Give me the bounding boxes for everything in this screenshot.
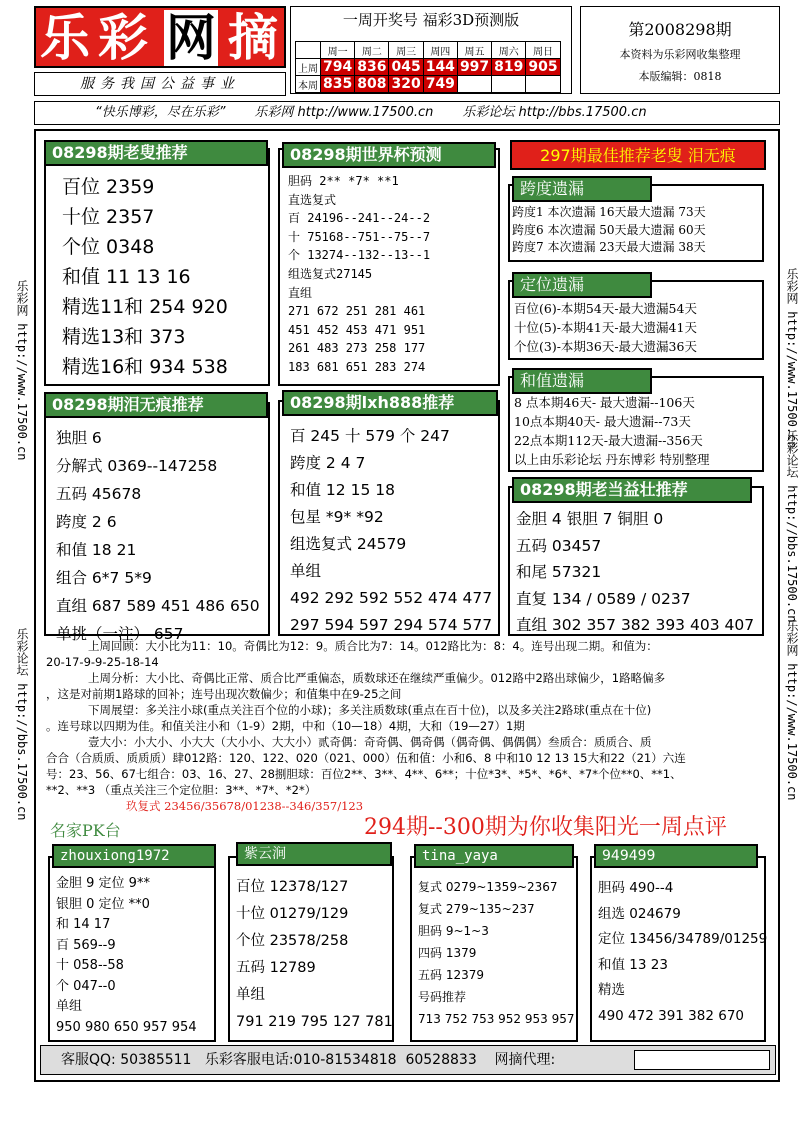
laosou-line: 精选13和 373 [62,326,186,348]
draw-number-empty [492,76,526,93]
source-note: 本资料为乐彩网收集整理 [619,48,741,61]
laosou-line: 个位 0348 [62,236,155,258]
panel-sum-body [514,393,709,469]
laodang-line: 五码 03457 [516,536,602,555]
draw-title: 一周开奖号 福彩3D预测版 [342,11,520,29]
sum-note: 以上由乐彩论坛 丹东博彩 特别整理 [514,452,710,467]
sum-line: 10点本期40天- 最大遗漏--73天 [514,414,691,429]
logo-char: 摘 [228,9,278,67]
editor-note: 本版编辑：0818 [638,70,722,83]
motto: 服务我国公益事业 [34,72,286,96]
draw-number: 808 [355,76,389,93]
position-line: 个位(3)-本期36天-最大遗漏36天 [514,339,697,354]
agent-input-box [634,1050,770,1070]
issue-info [580,6,780,94]
laosou-line: 精选16和 934 538 [62,356,228,378]
pk-line: 四码 1379 [418,946,477,960]
pk-line: 胆码 490--4 [598,880,674,896]
analysis-line: **2、**3 （重点关注三个定位胆：3**、*7*、*2*） [46,783,317,797]
pk-line: 和 14 17 [56,917,111,932]
worldcup-line: 个 13274--132--13--1 [288,248,431,263]
worldcup-line: 261 483 273 258 177 [288,341,426,356]
pk-line: 组选 024679 [598,905,681,922]
logo-char: 乐 [40,9,90,67]
pk-line: 五码 12789 [236,960,316,976]
analysis-line: 上周回顾：大小比为11：10。奇偶比为12：9。质合比为7：14。012路比为：8：4。连号出现二期。和值为： [88,639,658,653]
pk-col-4-body [598,876,767,1029]
day-header: 周日 [526,42,560,59]
pk-line: 个位 23578/258 [236,933,349,949]
span-line: 跨度6 本次遗漏 50天最大遗漏 60天 [512,222,706,237]
pk-line: 精选 [598,982,625,998]
day-header: 周四 [423,42,457,59]
draw-number: 794 [321,59,355,76]
pk-line: 复式 0279~1359~2367 [418,880,558,894]
footer-contact: 客服QQ: 50385511 乐彩客服电话:010-81534818 60528833 网摘代理: [40,1045,776,1075]
panel-worldcup-title: 08298期世界杯预测 [282,142,496,168]
worldcup-line: 胆码 2** *7* **1 [288,174,399,188]
analysis-line-fushi: 玖复式 23456/35678/01238--346/357/123 [126,799,364,813]
lxh-line: 跨度 2 4 7 [290,454,366,472]
laosou-line: 精选11和 254 920 [62,296,228,318]
laosou-line: 百位 2359 [62,176,155,198]
leiwuhen-line: 独胆 6 [56,429,102,447]
lxh-line: 百 245 十 579 个 247 [290,427,450,445]
day-header: 周二 [355,42,389,59]
worldcup-line: 直选复式 [288,192,337,207]
pk-line: 号码推荐 [418,990,467,1004]
lxh-line: 组选复式 24579 [290,535,407,553]
leiwuhen-line: 直组 687 589 451 486 650 [56,597,260,615]
lxh-line: 297 594 597 294 574 577 [290,616,493,634]
laodang-line: 直复 134 / 0589 / 0237 [516,589,691,608]
position-line: 百位(6)-本期54天-最大遗漏54天 [514,301,697,316]
laosou-line: 和值 11 13 16 [62,266,191,288]
analysis-line: 上周分析：大小比、奇偶比正常、质合比严重偏态，质数球还在继续严重偏少。012路中2路出球偏少，1路略偏多 [88,671,666,685]
panel-worldcup-body [288,172,430,377]
lxh-line: 包星 *9* *92 [290,508,384,526]
draw-number: 320 [389,76,423,93]
pk-line: 个 047--0 [56,978,116,994]
pk-col-3-title: tina_yaya [414,844,574,868]
pk-headline: 294期--300期为你收集阳光一周点评 [364,815,727,840]
lxh-line: 492 292 592 552 474 477 [290,589,493,607]
pk-line: 五码 12379 [418,968,484,982]
pk-line: 十 058--58 [56,958,124,973]
leiwuhen-line: 单挑（一注） 657 [56,625,184,643]
pk-line: 950 980 650 957 954 [56,1019,197,1035]
draw-results [290,6,572,94]
draw-table [295,41,561,93]
worldcup-line: 451 452 453 471 951 [288,322,426,337]
analysis-line: ，这是对前期1路球的回补；连号出现次数偏少；和值集中在9-25之间 [46,687,402,701]
laodang-line: 金胆 4 银胆 7 铜胆 0 [516,510,664,528]
slogan-bar: “快乐博彩，尽在乐彩” 乐彩网 http://www.17500.cn 乐彩论坛 http://bbs.17500.cn [34,101,780,125]
worldcup-line: 183 681 651 283 274 [288,359,426,374]
lxh-line: 和值 12 15 18 [290,481,395,499]
logo-char: 网 [166,9,216,67]
pk-line: 银胆 0 定位 **0 [56,896,150,912]
panel-laodang-body [516,506,754,639]
pk-col-1-title: zhouxiong1972 [52,844,216,868]
row-label: 本周 [296,76,321,93]
pk-line: 百 569--9 [56,937,116,953]
laodang-line: 直组 302 357 382 393 403 407 [516,616,755,634]
draw-number: 905 [526,59,560,76]
panel-span-title: 跨度遗漏 [512,176,652,202]
draw-number: 819 [492,59,526,76]
draw-corner [296,42,321,59]
pk-col-3-body [418,876,575,1030]
position-line: 十位(5)-本期41天-最大遗漏41天 [514,320,697,335]
pk-line: 定位 13456/34789/01259 [598,931,768,947]
panel-laosou-title: 08298期老叟推荐 [44,140,268,166]
panel-position-title: 定位遗漏 [512,272,652,298]
sum-line: 8 点本期46天- 最大遗漏--106天 [514,395,695,410]
pk-line: 百位 12378/127 [236,879,349,895]
worldcup-line: 百 24196--241--24--2 [288,211,431,226]
leiwuhen-line: 跨度 2 6 [56,513,117,531]
pk-line: 复式 279~135~237 [418,902,535,916]
draw-number: 997 [457,59,491,76]
draw-number-empty [457,76,491,93]
leiwuhen-line: 五码 45678 [56,485,142,503]
pk-label: 名家PK台 [50,821,121,840]
period-number: 第2008298期 [628,20,732,39]
draw-number: 836 [355,59,389,76]
logo-char: 彩 [98,9,148,67]
analysis-line: 壹大小：小大小、小大大（大小小、大大小）贰奇偶：奇奇偶、偶奇偶（偶奇偶、偶偶偶）叁质合：质质合、质 [88,735,652,749]
draw-number: 144 [423,59,457,76]
pk-line: 和值 13 23 [598,956,668,973]
lxh-line: 单组 [290,562,322,580]
pk-line: 713 752 753 952 953 957 [418,1012,575,1026]
panel-laodang-title: 08298期老当益壮推荐 [512,477,752,503]
analysis-line: 号：23、56、67七组合：03、16、27、28捌胆球：百位2**、3**、4**、6**；十位*3*、*5*、*6*、*7*个位**0、**1、 [46,767,682,781]
analysis-line: 合合（合质质、质质质）肆012路：120、122、020（021、000）伍和值：小和6、8 中和10 12 13 15大和22（21）六连 [46,751,686,765]
worldcup-line: 271 672 251 281 461 [288,304,426,319]
span-line: 跨度1 本次遗漏 16天最大遗漏 73天 [512,205,706,219]
pk-line: 单组 [236,987,265,1003]
draw-number: 749 [423,76,457,93]
draw-number-empty [526,76,560,93]
pk-line: 791 219 795 127 781 [236,1014,393,1030]
side-text-left-bottom: 乐彩论坛 http://bbs.17500.cn [15,628,29,821]
panel-lxh-body [290,423,492,639]
span-line: 跨度7 本次遗漏 23天最大遗漏 38天 [512,240,706,254]
day-header: 周一 [321,42,355,59]
laodang-line: 和尾 57321 [516,563,602,581]
sum-line: 22点本期112天-最大遗漏--356天 [514,433,703,448]
panel-position-body [514,299,697,356]
panel-leiwuhen-body [56,424,260,648]
pk-line: 490 472 391 382 670 [598,1007,745,1024]
leiwuhen-line: 分解式 0369--147258 [56,457,218,475]
side-text-right-top: 乐彩网 http://www.17500.cn [785,268,799,449]
side-text-right-bottom: 乐彩网 http://www.17500.cn [785,620,799,801]
pk-line: 金胆 9 定位 9** [56,876,150,891]
day-header: 周三 [389,42,423,59]
analysis-line: 20-17-9-9-25-18-14 [46,655,159,669]
pk-line: 胆码 9~1~3 [418,924,489,938]
leiwuhen-line: 组合 6*7 5*9 [56,569,152,587]
panel-span-body [512,204,706,257]
panel-sum-title: 和值遗漏 [512,368,652,394]
worldcup-line: 十 75168--751--75--7 [288,229,431,244]
laosou-line: 十位 2357 [62,206,155,228]
pk-col-2-body [236,874,393,1036]
panel-leiwuhen-title: 08298期泪无痕推荐 [44,392,268,418]
pk-col-4-title: 949499 [594,844,758,868]
analysis-line: 。连号球以四期为佳。和值关注小和（1-9）2期，中和（10—18）4期，大和（19—27）1期 [46,719,525,733]
day-header: 周六 [492,42,526,59]
draw-number: 835 [321,76,355,93]
analysis-section [46,638,770,814]
row-label: 上周 [296,59,321,76]
pk-line: 十位 01279/129 [236,906,349,922]
analysis-line: 下周展望：多关注小球(重点关注百个位的小球)；多关注质数球(重点在百十位)，以及多关注2路球(重点在十位) [88,703,652,717]
pk-line: 单组 [56,999,83,1014]
worldcup-line: 组选复式27145 [288,266,373,281]
logo [34,6,286,68]
side-text-left-top: 乐彩网 http://www.17500.cn [15,280,29,461]
pk-col-2-title: 紫云涧 [236,842,392,866]
panel-laosou-body [62,172,228,382]
side-text-right-mid: 乐彩论坛 http://bbs.17500.cn [785,430,799,623]
panel-lxh-title: 08298期lxh888推荐 [282,390,498,416]
day-header: 周五 [457,42,491,59]
best-recommend-banner: 297期最佳推荐老叟 泪无痕 [510,140,766,170]
leiwuhen-line: 和值 18 21 [56,541,137,559]
worldcup-line: 直组 [288,285,313,300]
pk-col-1-body [56,874,197,1038]
draw-number: 045 [389,59,423,76]
